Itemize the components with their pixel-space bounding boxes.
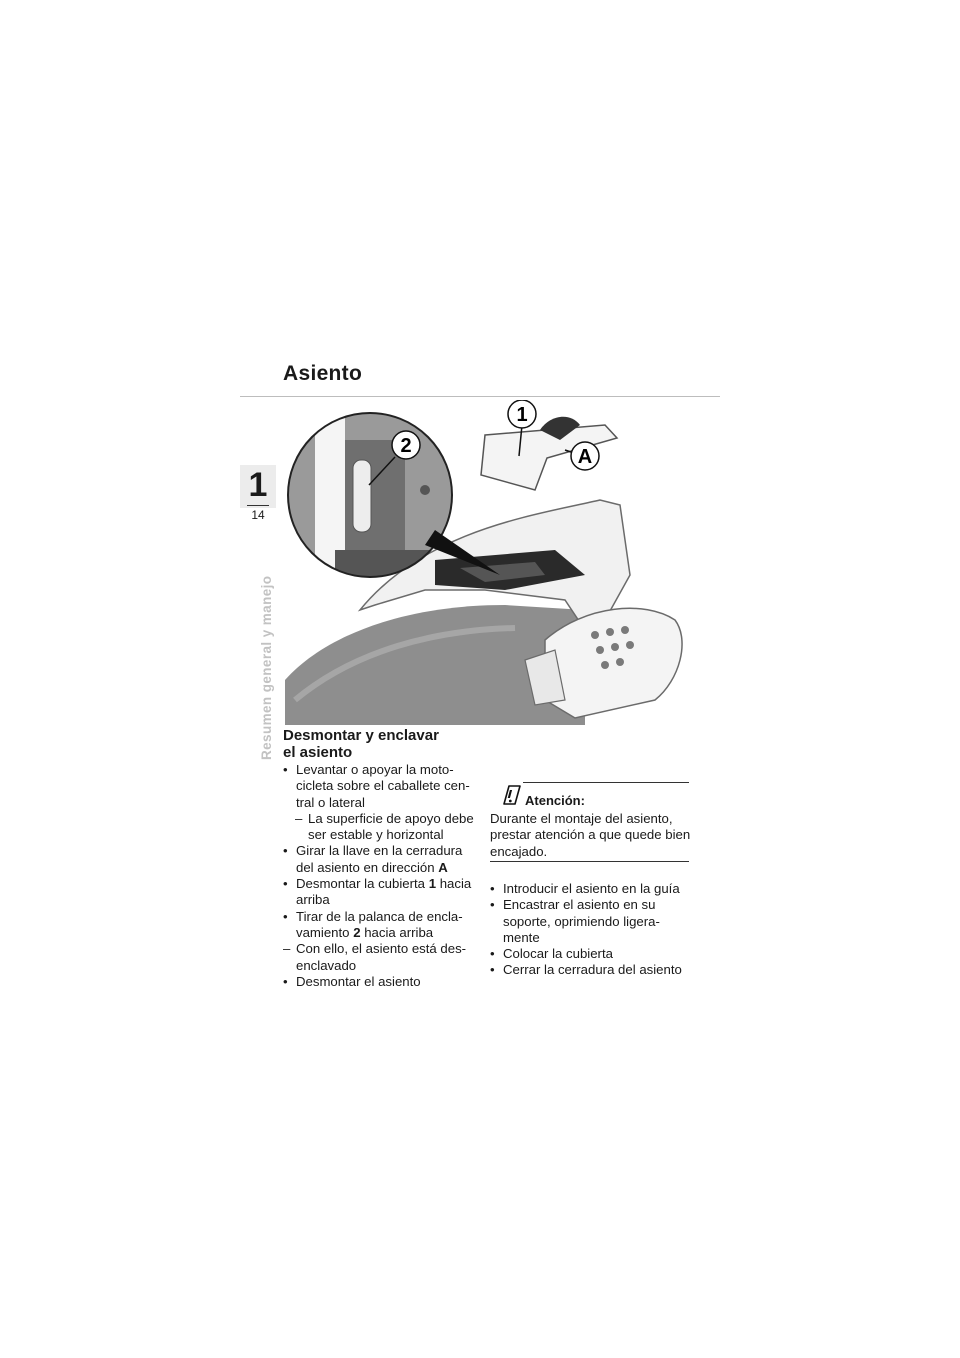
section-heading-line1: Desmontar y enclavar xyxy=(283,727,439,744)
seat-illustration xyxy=(285,400,725,725)
list-item: • Cerrar la cerradura del asiento xyxy=(490,962,682,978)
section-heading-line2: el asiento xyxy=(283,744,353,761)
list-item: • Introducir el asiento en la guía xyxy=(490,881,680,896)
page-title: Asiento xyxy=(283,362,363,385)
chapter-tab-divider xyxy=(247,505,269,506)
list-item: • Desmontar la cubierta 1 hacia arriba xyxy=(283,876,472,908)
section-heading xyxy=(283,727,503,761)
callout-1: 1 xyxy=(516,404,528,426)
list-item: • Tirar de la palanca de encla-vamiento 2 hacia arriba xyxy=(283,908,463,940)
chapter-number: 1 xyxy=(248,466,268,504)
list-item: • Girar la llave en la cerradura del asiento en dirección A xyxy=(283,843,463,875)
installation-steps-list xyxy=(490,881,695,979)
list-item: – La superficie de apoyo debe ser estable y horizontal xyxy=(295,810,474,843)
exhaust-shape xyxy=(545,608,682,718)
removal-steps-list xyxy=(283,762,483,990)
warning-icon xyxy=(500,784,522,806)
warning-text: Durante el montaje del asiento, prestar atención a que quede bien encajado. xyxy=(490,811,691,859)
side-chapter-label: Resumen general y manejo xyxy=(259,575,274,760)
list-item: – Con ello, el asiento está des-enclavado xyxy=(283,941,467,973)
callout-2: 2 xyxy=(400,435,412,457)
list-item: • Colocar la cubierta xyxy=(490,946,613,962)
list-item: • Encastrar el asiento en su soporte, oprimiendo ligera-mente xyxy=(490,897,660,945)
warning-title: Atención: xyxy=(525,793,585,808)
list-item: • Desmontar el asiento xyxy=(283,973,421,989)
list-item: • Levantar o apoyar la moto-cicleta sobre el caballete cen-tral o lateral xyxy=(283,762,470,810)
warning-top-rule xyxy=(523,782,689,783)
page-number: 14 xyxy=(251,508,265,522)
callout-a: A xyxy=(577,446,593,468)
warning-bottom-rule xyxy=(490,861,689,862)
title-divider xyxy=(240,396,720,397)
